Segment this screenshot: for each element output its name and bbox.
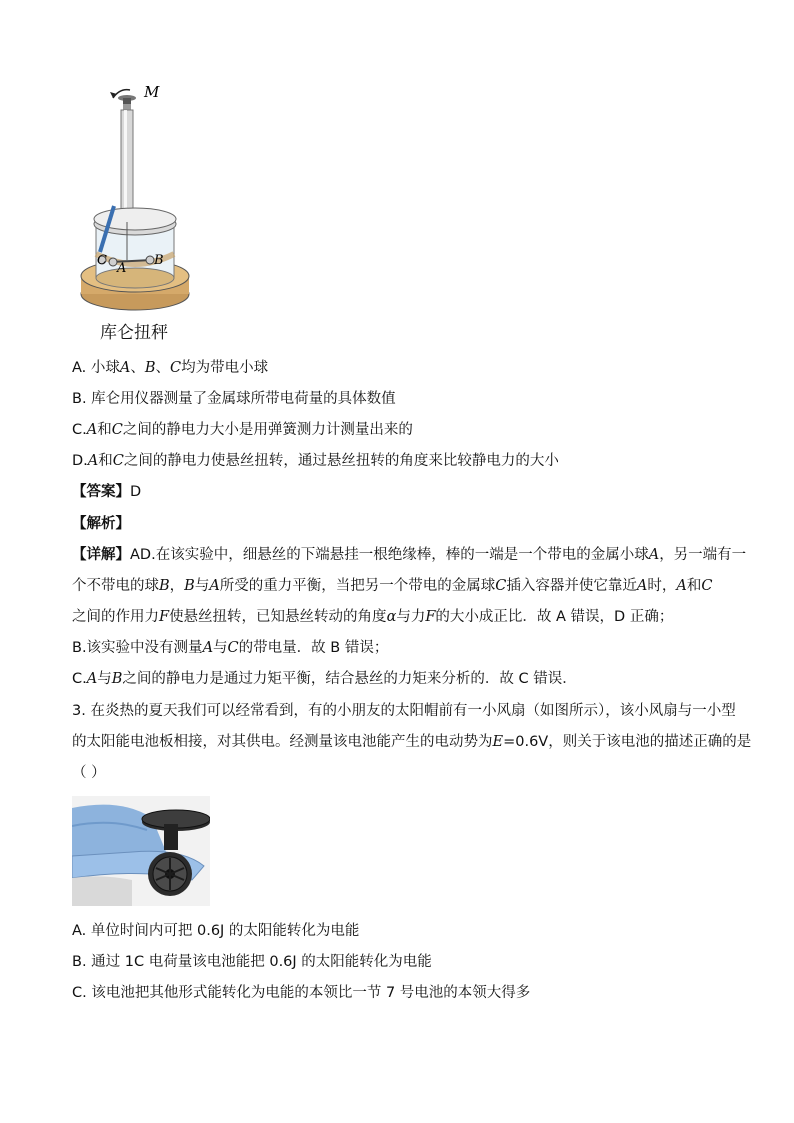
detail-line-5: C.A与B之间的静电力是通过力矩平衡，结合悬丝的力矩来分析的．故 C 错误． xyxy=(72,671,577,687)
torsion-balance-figure xyxy=(80,84,210,319)
q3-option-c: C. 该电池把其他形式能转化为电能的本领比一节 7 号电池的本领大得多 xyxy=(72,985,531,1001)
solar-fan-cap-photo xyxy=(72,796,210,906)
option-d: D.A和C之间的静电力使悬丝扭转，通过悬丝扭转的角度来比较静电力的大小 xyxy=(72,453,559,469)
detail-line-1: 【详解】AD.在该实验中，细悬丝的下端悬挂一根绝缘棒，棒的一端是一个带电的金属小球A，另一端有一 xyxy=(72,547,747,563)
detail-line-3: 之间的作用力F使悬丝扭转，已知悬丝转动的角度α与力F的大小成正比．故 A 错误，D 正确； xyxy=(72,609,674,625)
detail-line-2: 个不带电的球B，B与A所受的重力平衡，当把另一个带电的金属球C插入容器并使它靠近A时，A和C xyxy=(72,578,713,594)
label-A: A xyxy=(117,261,127,276)
q3-stem-line-2: 的太阳能电池板相接，对其供电。经测量该电池能产生的电动势为E=0.6V，则关于该电池的描述正确的是 xyxy=(72,734,752,750)
detail-line-4: B.该实验中没有测量A与C的带电量．故 B 错误； xyxy=(72,640,389,656)
q3-option-b: B. 通过 1C 电荷量该电池能把 0.6J 的太阳能转化为电能 xyxy=(72,954,432,970)
answer: 【答案】D xyxy=(72,484,142,500)
label-B: B xyxy=(154,253,164,268)
label-M: M xyxy=(144,84,160,101)
option-a: A. 小球A、B、C均为带电小球 xyxy=(72,360,269,376)
q3-stem-line-1: 3. 在炎热的夏天我们可以经常看到，有的小朋友的太阳帽前有一小风扇（如图所示），该小风扇与一小型 xyxy=(72,703,736,719)
q3-stem-line-3: （ ） xyxy=(72,765,106,781)
option-b: B. 库仑用仪器测量了金属球所带电荷量的具体数值 xyxy=(72,391,396,407)
label-C: C xyxy=(97,253,107,268)
analysis-label: 【解析】 xyxy=(72,516,130,532)
q3-option-a: A. 单位时间内可把 0.6J 的太阳能转化为电能 xyxy=(72,923,360,939)
option-c: C.A和C之间的静电力大小是用弹簧测力计测量出来的 xyxy=(72,422,413,438)
figure-caption: 库仑扭秤 xyxy=(100,323,168,343)
